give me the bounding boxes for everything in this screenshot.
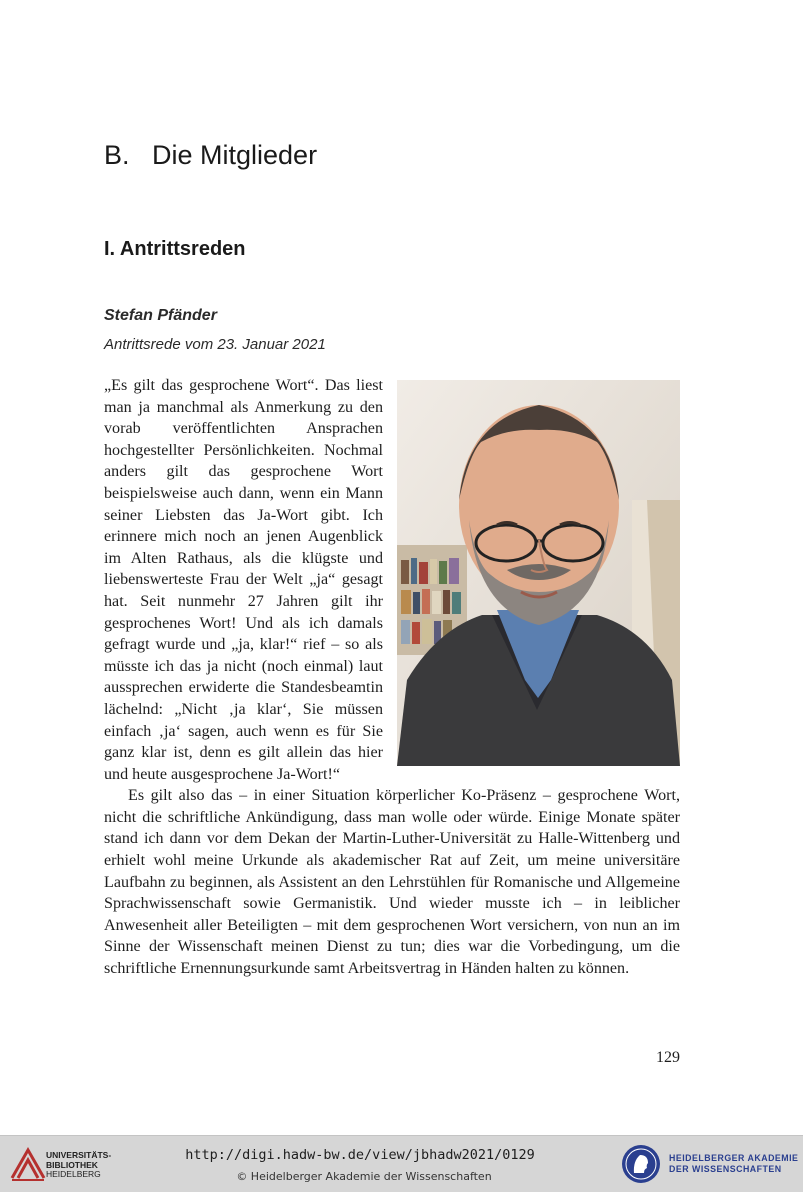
paragraph-2: Es gilt also das – in einer Situation körperlicher Ko-Präsenz – gesprochene Wort, nicht die schriftliche Ankündigung, dass man wolle oder würde. Einige Monate später stand ich dann vor dem Dekan der Martin-Luther-Universität zu Halle-Wittenberg und erhielt wohl meine Urkunde als akademischer Rat auf Zeit, um meine universitäre Laufbahn zu beginnen, als Assistent an den Lehrstühlen für Romanische und Allgemeine Sprachwissenschaft sowie Germanistik. Und wieder musste ich – in leiblicher Anwesenheit aller Beteiligten – mit dem gesprochenen Wort versichern, von nun an im Sinne der Wissenschaft meinen Dienst zu tun; dies war die Vorbedingung, um die schriftliche Ernennungsurkunde samt Arbeitsvertrag in Händen halten zu können. — [104, 787, 680, 978]
viewer-footer — [0, 1135, 803, 1192]
permalink-url[interactable]: http://digi.hadw-bw.de/view/jbhadw2021/0129 — [185, 1147, 535, 1163]
ub-heidelberg-logo-icon[interactable] — [8, 1144, 48, 1184]
academy-logo-text[interactable]: HEIDELBERGER AKADEMIE DER WISSENSCHAFTEN — [669, 1153, 799, 1174]
copyright-notice: © Heidelberger Akademie der Wissenschaften — [236, 1170, 492, 1183]
speech-date-subtitle: Antrittsrede vom 23. Januar 2021 — [104, 336, 326, 353]
section-title: I. Antrittsreden — [104, 238, 246, 260]
ub-heidelberg-logo-text[interactable]: UNIVERSITÄTS- BIBLIOTHEK HEIDELBERG — [46, 1150, 112, 1179]
author-portrait-photo — [397, 380, 680, 766]
part-title — [104, 140, 317, 171]
paragraph-1: „Es gilt das gesprochene Wort“. Das liest man ja manchmal als Anmerkung zu den vorab veröffentlichten Ansprachen hochgestellter Persönlichkeiten. Nochmal anders gilt das gesprochene Wort beispielsweise auch dann, wenn ein Mann seiner Liebsten das Ja-Wort gibt. Ich erinnere mich noch an jenen Augenblick im Alten Rathaus, als die klügste und liebenswerteste Frau der Welt „ja“ gesagt hat. Seit nunmehr 27 Jahren gilt ihr gesprochenes Wort! Und als ich damals gefragt wurde und „ja, klar!“ rief – so als müsste ich das ja nicht (noch einmal) laut aussprechen erwiderte die Standesbeamtin lächelnd: „Nicht ‚ja klar‘, Sie müssen einfach ‚ja‘ sagen, auch wenn es für Sie ganz klar ist, denn es gilt allein das hier und heute ausgesprochene Ja-Wort!“ — [104, 377, 383, 783]
academy-seal-icon[interactable] — [620, 1143, 662, 1185]
part-title-text: Die Mitglieder — [152, 140, 318, 170]
page-number: 129 — [656, 1049, 680, 1066]
author-name: Stefan Pfänder — [104, 307, 217, 324]
part-number: B. — [104, 140, 130, 170]
